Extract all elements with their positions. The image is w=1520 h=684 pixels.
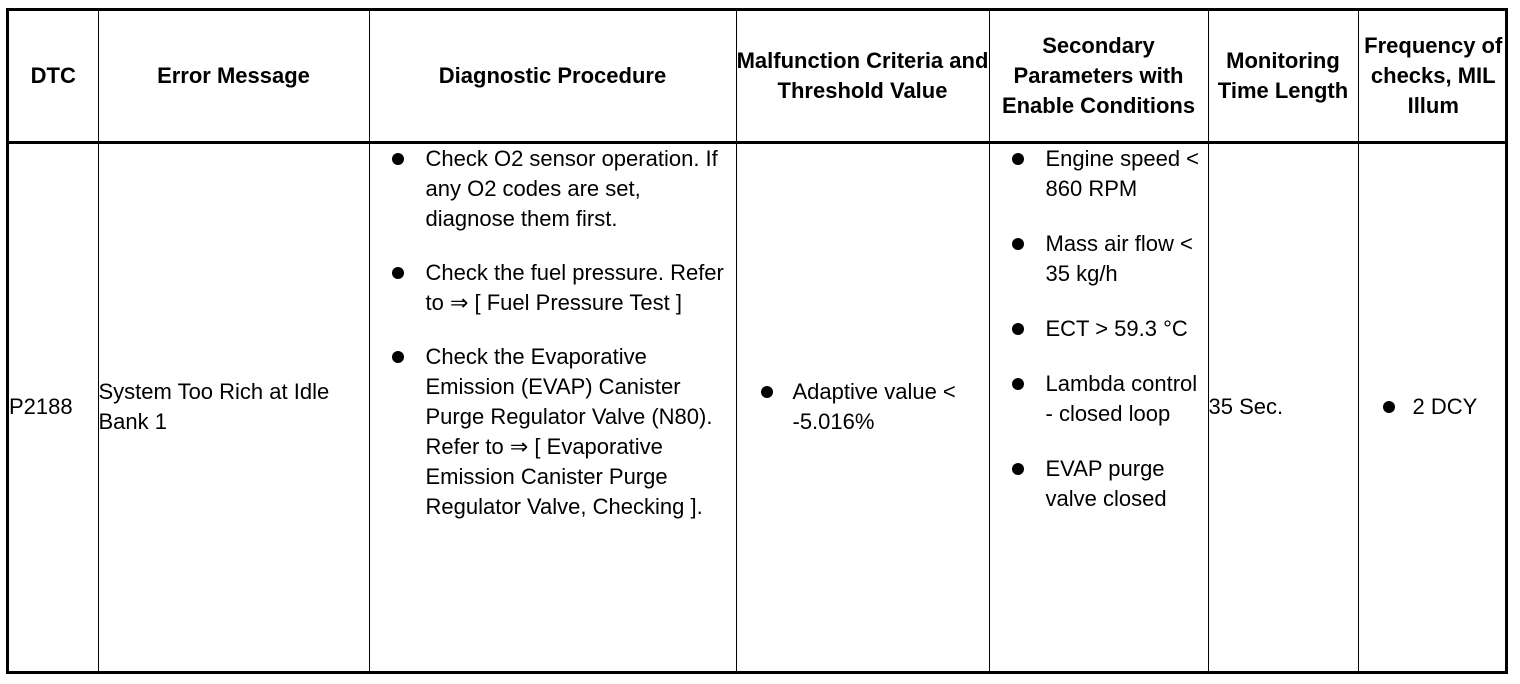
bullet-icon xyxy=(1012,153,1024,165)
header-frequency: Frequency of checks, MIL Illum xyxy=(1358,11,1508,142)
list-item xyxy=(737,377,989,437)
list-item xyxy=(990,454,1208,514)
parameter-item: Engine speed < 860 RPM xyxy=(1045,145,1200,201)
list-item xyxy=(990,144,1208,204)
header-malfunction-criteria: Malfunction Criteria and Threshold Value xyxy=(736,11,989,142)
frequency-list xyxy=(1359,392,1509,422)
monitoring-time: 35 Sec. xyxy=(1208,142,1358,671)
bullet-icon xyxy=(392,153,404,165)
procedure-step: Check the fuel pressure. Refer to ⇒ [ Fuel Pressure Test ] xyxy=(425,259,724,315)
diagnostic-procedure-list xyxy=(370,144,736,522)
secondary-parameters-list xyxy=(990,144,1208,514)
bullet-icon xyxy=(1012,378,1024,390)
parameter-item: ECT > 59.3 °C xyxy=(1045,315,1188,341)
diagnostic-procedure-cell xyxy=(369,142,736,671)
criteria-item: Adaptive value < -5.016% xyxy=(792,379,956,435)
parameter-item: Mass air flow < 35 kg/h xyxy=(1045,230,1193,286)
procedure-step: Check the Evaporative Emission (EVAP) Canister Purge Regulator Valve (N80). Refer to ⇒ [ Evaporative Emission Canister Purge Regulator Valve, Checking ]. xyxy=(425,343,713,519)
bullet-icon xyxy=(1383,401,1395,413)
header-secondary-parameters: Secondary Parameters with Enable Conditions xyxy=(989,11,1208,142)
header-error-message: Error Message xyxy=(98,11,369,142)
list-item xyxy=(990,314,1208,344)
list-item xyxy=(1359,392,1509,422)
frequency-item: 2 DCY xyxy=(1412,394,1478,420)
frequency-cell xyxy=(1358,142,1508,671)
procedure-step: Check O2 sensor operation. If any O2 codes are set, diagnose them first. xyxy=(425,145,718,231)
error-message: System Too Rich at Idle Bank 1 xyxy=(98,142,369,671)
bullet-icon xyxy=(1012,238,1024,250)
parameter-item: EVAP purge valve closed xyxy=(1045,455,1167,511)
bullet-icon xyxy=(761,386,773,398)
dtc-table-container xyxy=(6,8,1508,674)
malfunction-criteria-list xyxy=(737,377,989,437)
dtc-table xyxy=(9,11,1508,671)
bullet-icon xyxy=(392,351,404,363)
list-item xyxy=(990,229,1208,289)
header-dtc: DTC xyxy=(9,11,98,142)
parameter-item: Lambda control - closed loop xyxy=(1045,370,1198,426)
bullet-icon xyxy=(1012,463,1024,475)
list-item xyxy=(990,369,1208,429)
dtc-code: P2188 xyxy=(9,142,98,671)
bullet-icon xyxy=(1012,323,1024,335)
bullet-icon xyxy=(392,267,404,279)
list-item xyxy=(370,342,736,522)
header-monitoring-time: Monitoring Time Length xyxy=(1208,11,1358,142)
table-row xyxy=(9,142,1508,671)
header-diagnostic-procedure: Diagnostic Procedure xyxy=(369,11,736,142)
malfunction-criteria-cell xyxy=(736,142,989,671)
header-row xyxy=(9,11,1508,142)
list-item xyxy=(370,144,736,234)
secondary-parameters-cell xyxy=(989,142,1208,671)
list-item xyxy=(370,258,736,318)
